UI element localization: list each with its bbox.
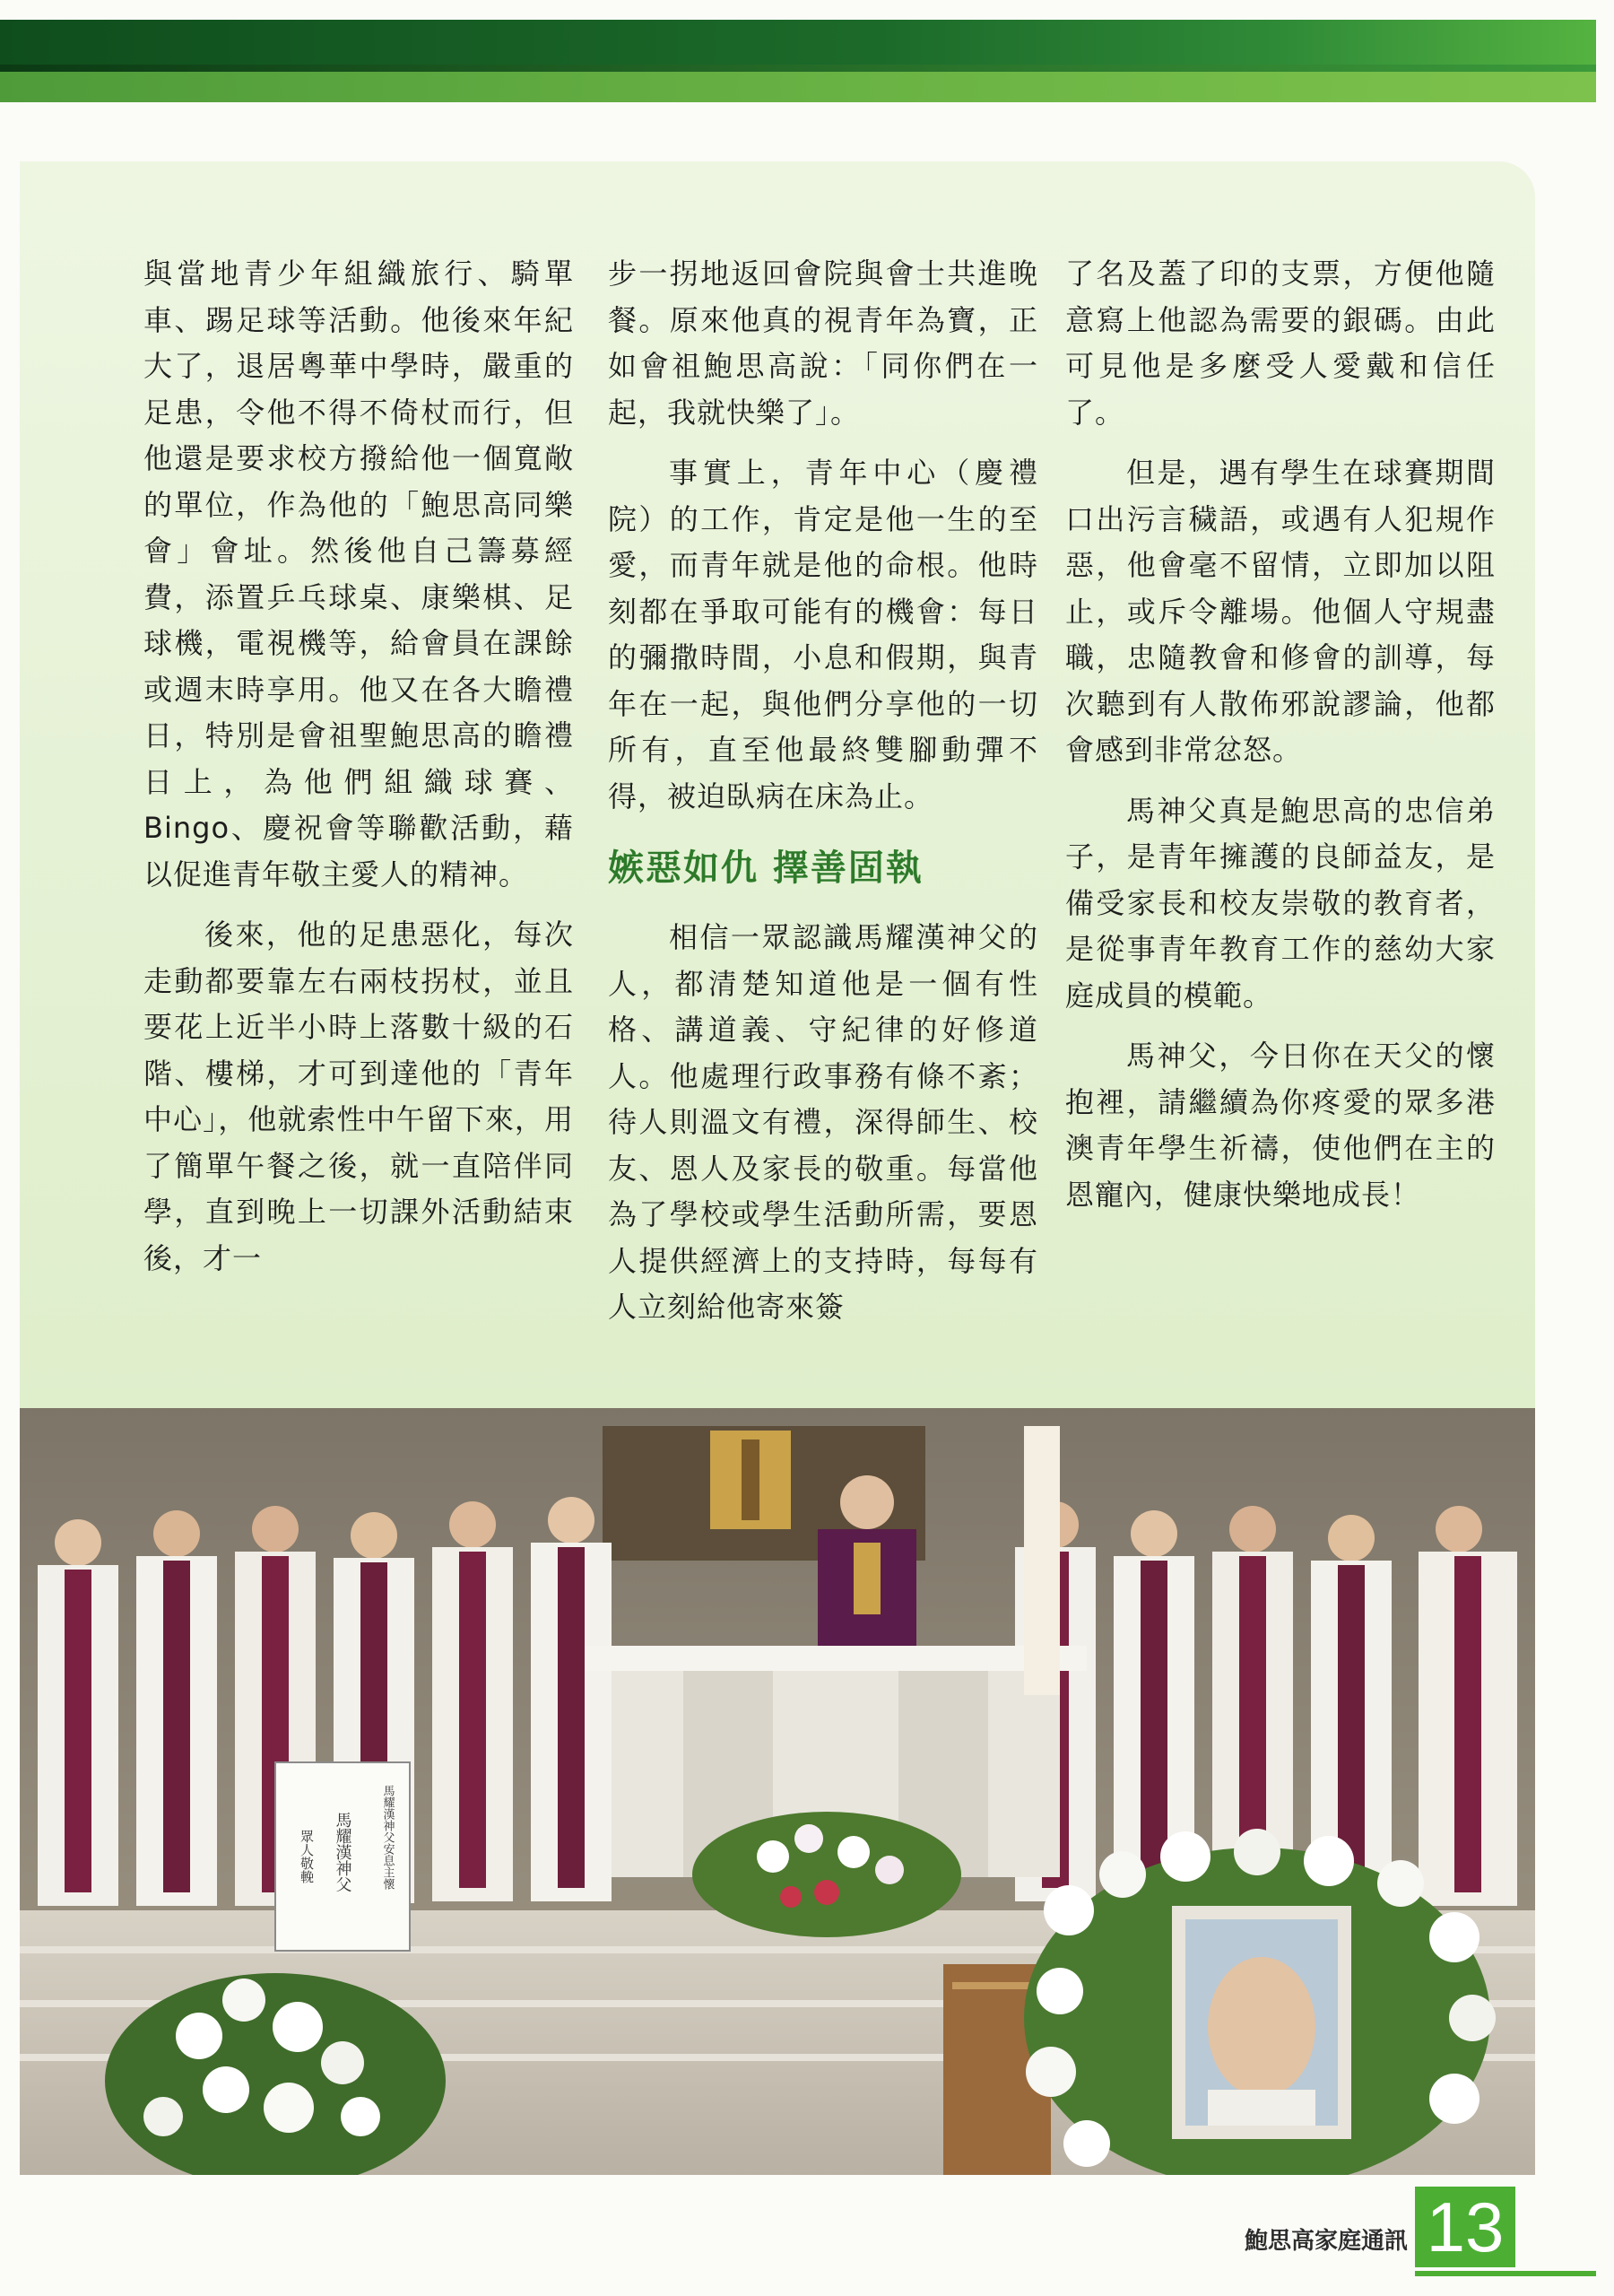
funeral-sign [275, 1762, 410, 1951]
article-column-2 [608, 251, 1038, 1345]
paragraph: 了名及蓋了印的支票，方便他隨意寫上他認為需要的銀碼。由此可見他是多麼受人愛戴和信任了。 [1065, 257, 1496, 430]
page-number: 13 [1415, 2187, 1515, 2267]
portrait-face [1208, 1957, 1315, 2097]
paragraph: 相信一眾認識馬耀漢神父的人，都清楚知道他是一個有性格、講道義、守紀律的好修道人。他處理行政事務有條不紊；待人則溫文有禮，深得師生、校友、恩人及家長的敬重。每當他為了學校或學生活動所需，要恩人提供經濟上的支持時，每每有人立刻給他寄來簽 [608, 920, 1038, 1324]
photo-illustration [20, 1408, 1535, 2175]
footer-accent-line [1415, 2271, 1596, 2276]
funeral-mass-photo [20, 1408, 1535, 2175]
header-band-stripe [0, 65, 1596, 72]
sign-text-right: 馬耀漢神父安息主懷 [380, 1785, 395, 1890]
paragraph: 步一拐地返回會院與會士共進晚餐。原來他真的視青年為寶，正如會祖鮑思高說：「同你們在一起，我就快樂了」。 [608, 257, 1038, 430]
sign-text-center: 馬耀漢神父 [333, 1812, 352, 1892]
altar-flowers [692, 1812, 961, 1937]
paragraph: 與當地青少年組織旅行、騎單車、踢足球等活動。他後來年紀大了，退居粵華中學時，嚴重的足患，令他不得不倚杖而行，但他還是要求校方撥給他一個寬敞的單位，作為他的「鮑思高同樂會」會址。然後他自己籌募經費，添置乒乓球桌、康樂棋、足球機，電視機等，給會員在課餘或週末時享用。他又在各大瞻禮日，特別是會祖聖鮑思高的瞻禮日上，為他們組織球賽、Bingo、慶祝會等聯歡活動，藉以促進青年敬主愛人的精神。 [143, 257, 574, 891]
paschal-candle [1024, 1426, 1060, 1695]
header-band-light [0, 72, 1596, 102]
paragraph: 但是，遇有學生在球賽期間口出污言穢語，或遇有人犯規作惡，他會毫不留情，立即加以阻止，或斥令離場。他個人守規盡職，忠隨教會和修會的訓導，每次聽到有人散佈邪說謬論，他都會感到非常忿怒。 [1065, 456, 1496, 767]
paragraph: 事實上，青年中心（慶禮院）的工作，肯定是他一生的至愛，而青年就是他的命根。他時刻都在爭取可能有的機會：每日的彌撒時間，小息和假期，與青年在一起，與他們分享他的一切所有，直至他最終雙腳動彈不得，被迫臥病在床為止。 [608, 456, 1038, 813]
header-band [0, 20, 1596, 102]
article-column-1 [143, 251, 574, 1296]
paragraph: 馬神父，今日你在天父的懷抱裡，請繼續為你疼愛的眾多港澳青年學生祈禱，使他們在主的恩寵內，健康快樂地成長！ [1065, 1039, 1496, 1212]
section-heading: 嫉惡如仇 擇善固執 [608, 847, 924, 889]
paragraph: 馬神父真是鮑思高的忠信弟子，是青年擁護的良師益友，是備受家長和校友崇敬的教育者，是從事青年教育工作的慈幼大家庭成員的模範。 [1065, 793, 1496, 1013]
paragraph: 後來，他的足患惡化，每次走動都要靠左右兩枝拐杖，並且要花上近半小時上落數十級的石階、樓梯，才可到達他的「青年中心」，他就索性中午留下來，用了簡單午餐之後，就一直陪伴同學，直到晚上一切課外活動結束後，才一 [143, 918, 574, 1275]
article-column-3 [1065, 251, 1496, 1232]
altar-top [585, 1646, 1087, 1671]
sign-text-left: 眾人敬輓 [299, 1830, 315, 1883]
publication-name: 鮑思高家庭通訊 [1244, 2228, 1408, 2255]
